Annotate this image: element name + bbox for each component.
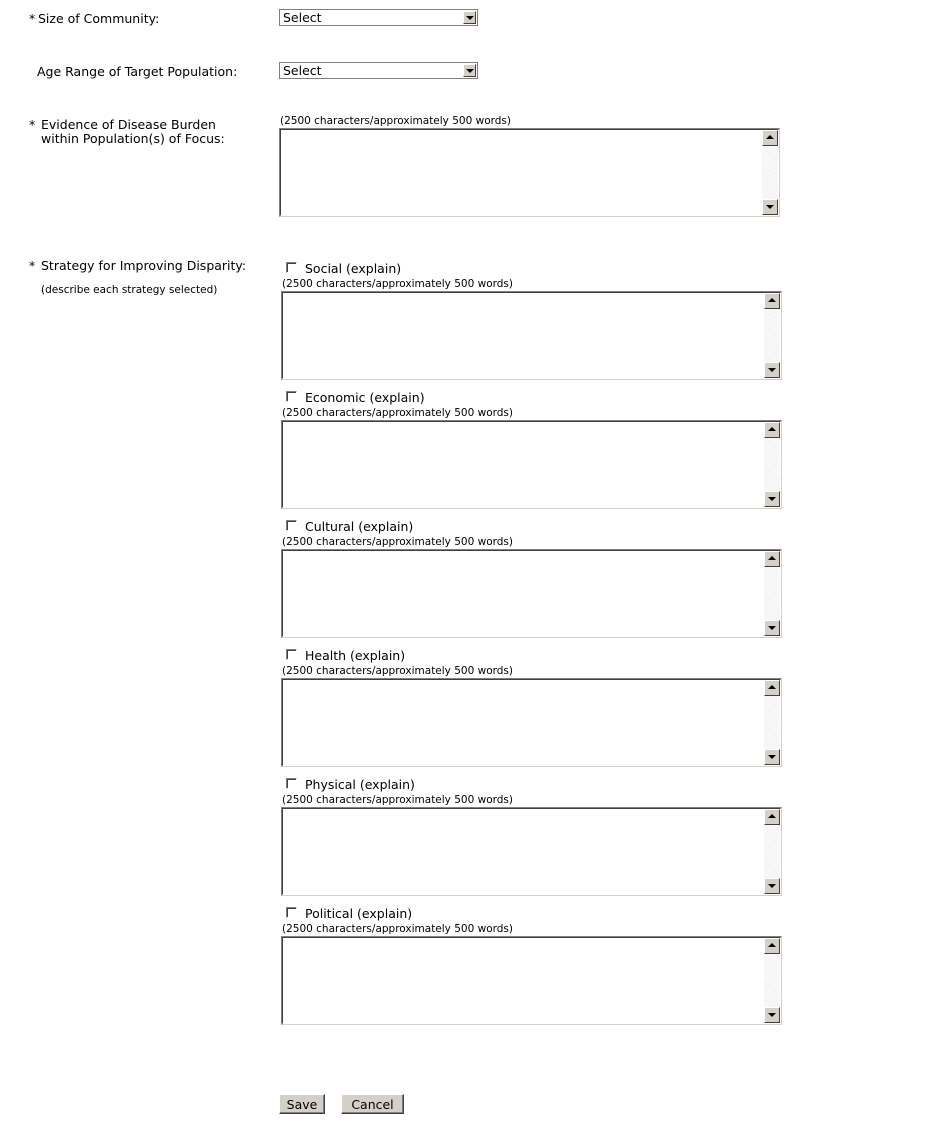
scroll-down-arrow-icon[interactable] xyxy=(764,362,780,378)
cultural-textarea[interactable] xyxy=(281,549,782,638)
scroll-up-arrow-icon[interactable] xyxy=(764,809,780,825)
required-mark: * xyxy=(29,117,36,132)
age-range-select[interactable] xyxy=(279,62,478,79)
scroll-up-arrow-icon[interactable] xyxy=(762,130,778,146)
cultural-checkbox[interactable] xyxy=(286,520,297,531)
scroll-down-arrow-icon[interactable] xyxy=(764,749,780,765)
social-textarea[interactable] xyxy=(281,291,782,380)
vertical-scrollbar[interactable] xyxy=(764,938,780,1023)
scroll-down-arrow-icon[interactable] xyxy=(764,620,780,636)
required-mark: * xyxy=(29,11,36,26)
character-limit-note: (2500 characters/approximately 500 words) xyxy=(282,407,513,419)
cancel-button[interactable]: Cancel xyxy=(341,1094,404,1114)
dropdown-arrow-icon[interactable] xyxy=(463,64,476,77)
dropdown-arrow-icon[interactable] xyxy=(463,11,476,24)
scroll-up-arrow-icon[interactable] xyxy=(764,293,780,309)
character-limit-note: (2500 characters/approximately 500 words) xyxy=(282,794,513,806)
political-checkbox[interactable] xyxy=(286,907,297,918)
health-label: Health (explain) xyxy=(305,648,406,663)
vertical-scrollbar[interactable] xyxy=(762,130,778,215)
physical-label: Physical (explain) xyxy=(305,777,415,792)
vertical-scrollbar[interactable] xyxy=(764,680,780,765)
scroll-up-arrow-icon[interactable] xyxy=(764,422,780,438)
save-button[interactable]: Save xyxy=(279,1094,325,1114)
economic-label: Economic (explain) xyxy=(305,390,425,405)
scroll-down-arrow-icon[interactable] xyxy=(764,491,780,507)
physical-checkbox[interactable] xyxy=(286,778,297,789)
scroll-up-arrow-icon[interactable] xyxy=(764,551,780,567)
vertical-scrollbar[interactable] xyxy=(764,551,780,636)
cultural-label: Cultural (explain) xyxy=(305,519,414,534)
social-checkbox[interactable] xyxy=(286,262,297,273)
required-mark: * xyxy=(29,258,36,273)
character-limit-note: (2500 characters/approximately 500 words) xyxy=(282,923,513,935)
physical-textarea[interactable] xyxy=(281,807,782,896)
disease-burden-textarea[interactable] xyxy=(279,128,780,217)
disease-burden-label-line2: within Population(s) of Focus: xyxy=(41,131,225,146)
scroll-down-arrow-icon[interactable] xyxy=(762,199,778,215)
vertical-scrollbar[interactable] xyxy=(764,422,780,507)
size-of-community-label: Size of Community: xyxy=(38,11,160,26)
economic-textarea[interactable] xyxy=(281,420,782,509)
scroll-up-arrow-icon[interactable] xyxy=(764,938,780,954)
health-textarea[interactable] xyxy=(281,678,782,767)
scroll-up-arrow-icon[interactable] xyxy=(764,680,780,696)
character-limit-note: (2500 characters/approximately 500 words) xyxy=(282,665,513,677)
character-limit-note: (2500 characters/approximately 500 words) xyxy=(282,536,513,548)
select-value: Select xyxy=(283,63,322,78)
character-limit-note: (2500 characters/approximately 500 words) xyxy=(282,278,513,290)
health-checkbox[interactable] xyxy=(286,649,297,660)
disease-burden-label-line1: Evidence of Disease Burden xyxy=(41,117,216,132)
political-label: Political (explain) xyxy=(305,906,413,921)
scroll-down-arrow-icon[interactable] xyxy=(764,1007,780,1023)
age-range-label: Age Range of Target Population: xyxy=(37,64,238,79)
strategy-hint: (describe each strategy selected) xyxy=(41,284,218,296)
social-label: Social (explain) xyxy=(305,261,402,276)
economic-checkbox[interactable] xyxy=(286,391,297,402)
select-value: Select xyxy=(283,10,322,25)
vertical-scrollbar[interactable] xyxy=(764,809,780,894)
strategy-label: Strategy for Improving Disparity: xyxy=(41,258,247,273)
vertical-scrollbar[interactable] xyxy=(764,293,780,378)
size-of-community-select[interactable] xyxy=(279,9,478,26)
scroll-down-arrow-icon[interactable] xyxy=(764,878,780,894)
political-textarea[interactable] xyxy=(281,936,782,1025)
character-limit-note: (2500 characters/approximately 500 words) xyxy=(280,115,511,127)
